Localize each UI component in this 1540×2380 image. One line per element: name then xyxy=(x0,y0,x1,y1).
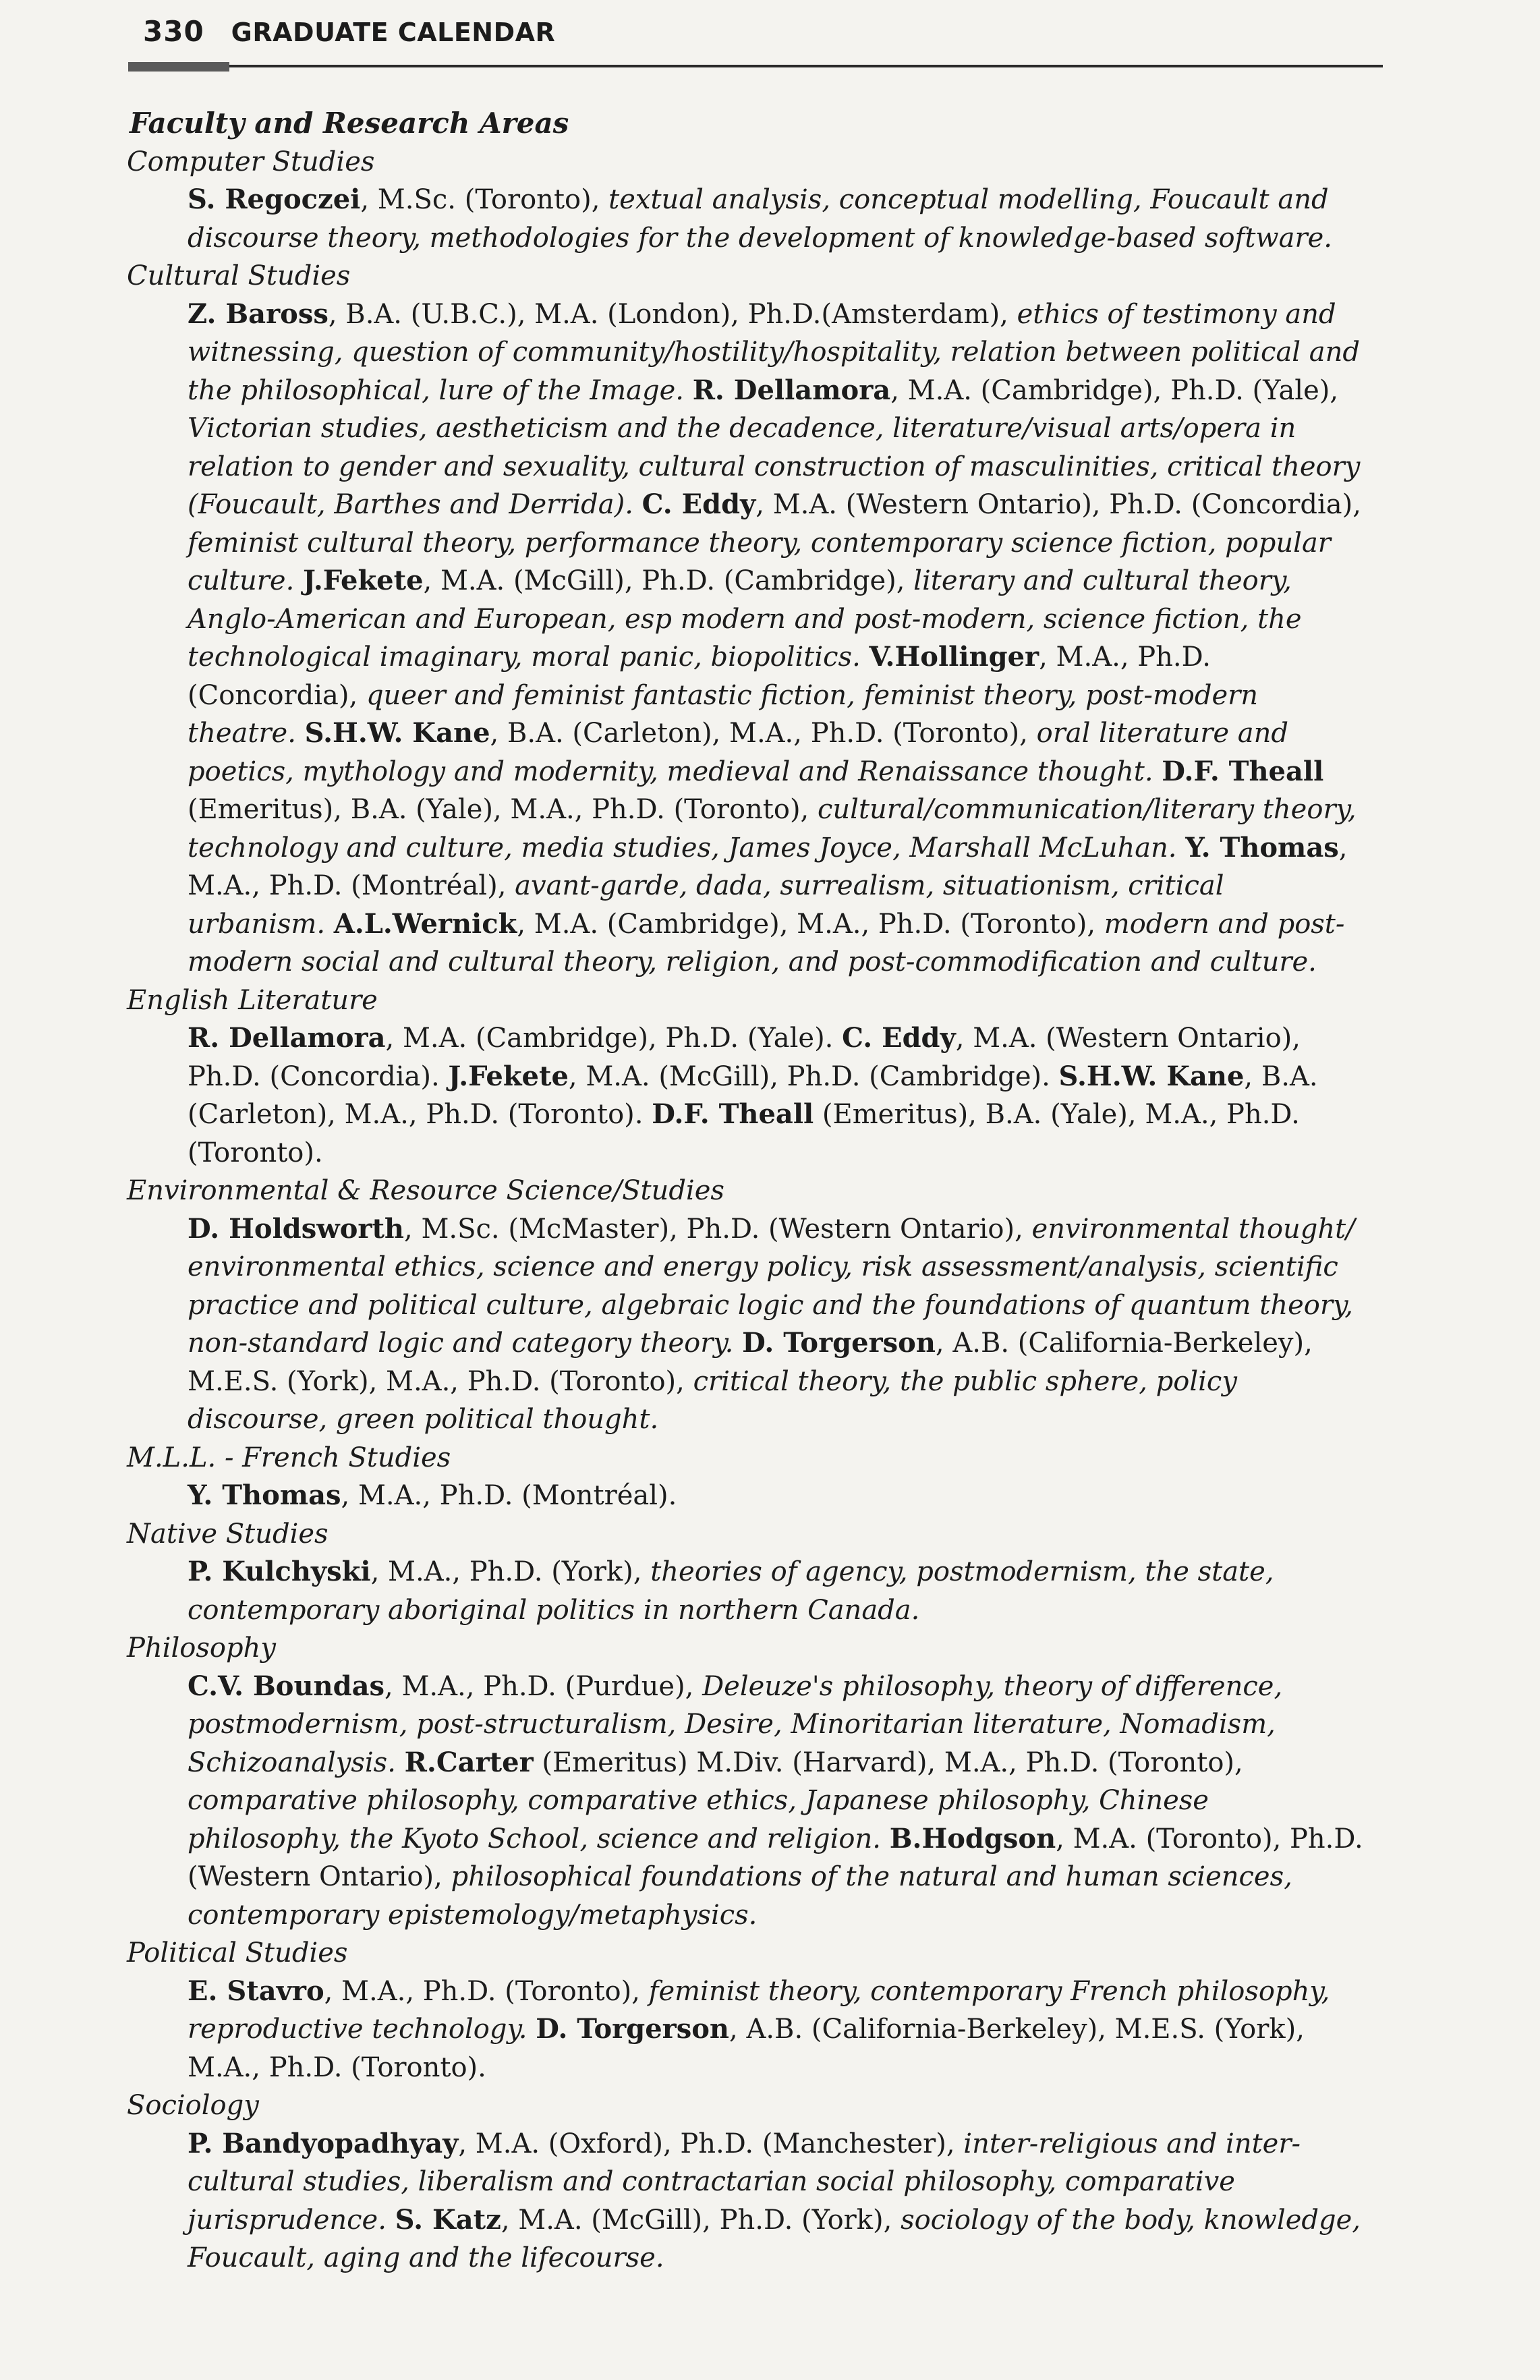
research-area xyxy=(127,1629,1368,1934)
faculty-credentials: , M.A., Ph.D. (York), xyxy=(370,1556,651,1587)
faculty-name: R.Carter xyxy=(404,1746,534,1778)
faculty-name: D.F. Theall xyxy=(652,1098,814,1130)
faculty-name: D. Torgerson xyxy=(742,1327,936,1359)
faculty-name: A.L.Wernick xyxy=(333,907,517,940)
research-area xyxy=(127,1439,1368,1515)
research-area xyxy=(127,1515,1368,1630)
area-faculty-list xyxy=(188,2125,1368,2277)
research-interests: Deleuze's philosophy, theory of difference, postmodernism, post-structuralism, Desire, Minoritarian literature, Nomadism, Schizoanalysis. xyxy=(188,1670,1283,1778)
faculty-credentials: , M.A., Ph.D. (Purdue), xyxy=(384,1670,703,1702)
faculty-name: S. Regoczei xyxy=(188,183,361,215)
faculty-name: E. Stavro xyxy=(188,1975,324,2007)
area-name: Philosophy xyxy=(127,1633,276,1664)
faculty-credentials: , M.A. (Western Ontario), Ph.D. (Concordia). xyxy=(188,1023,1301,1092)
faculty-credentials: , M.A. (McGill), Ph.D. (York), xyxy=(501,2204,901,2236)
research-interests: modern and post-modern social and cultural theory, religion, and post-commodification and culture. xyxy=(188,908,1345,978)
faculty-entry xyxy=(188,1023,842,1054)
main-content xyxy=(127,105,1368,2277)
research-area xyxy=(127,143,1368,258)
area-faculty-list xyxy=(188,1553,1368,1629)
faculty-name: B.Hodgson xyxy=(889,1822,1056,1854)
research-interests: inter-religious and inter-cultural studies, liberalism and contractarian social philosophy, comparative jurisprudence. xyxy=(188,2128,1301,2236)
research-area xyxy=(127,982,1368,1172)
faculty-credentials: , B.A. (Carleton), M.A., Ph.D. (Toronto), xyxy=(490,718,1037,749)
faculty-credentials: , B.A. (Carleton), M.A., Ph.D. (Toronto). xyxy=(188,1060,1318,1130)
running-header xyxy=(143,15,555,48)
research-interests: sociology of the body, knowledge, Foucault, aging and the lifecourse. xyxy=(188,2204,1361,2273)
faculty-credentials: , B.A. (U.B.C.), M.A. (London), Ph.D.(Amsterdam), xyxy=(328,298,1017,330)
running-title: GRADUATE CALENDAR xyxy=(231,18,556,47)
faculty-name: Y. Thomas xyxy=(1185,831,1339,863)
faculty-credentials: , M.Sc. (Toronto), xyxy=(360,184,609,215)
faculty-name: R. Dellamora xyxy=(188,1022,386,1054)
research-interests: cultural/communication/literary theory, technology and culture, media studies, James Joyce, Marshall McLuhan. xyxy=(188,794,1357,863)
faculty-name: D. Holdsworth xyxy=(188,1212,405,1245)
faculty-name: P. Kulchyski xyxy=(188,1556,371,1587)
area-name: Political Studies xyxy=(127,1937,348,1968)
faculty-name: S. Katz xyxy=(395,2203,501,2236)
faculty-name: R. Dellamora xyxy=(692,374,891,406)
faculty-credentials: , M.A. (Western Ontario), Ph.D. (Concordia), xyxy=(755,489,1361,520)
faculty-credentials: , M.A. (Oxford), Ph.D. (Manchester), xyxy=(458,2128,964,2159)
faculty-credentials: , M.A. (McGill), Ph.D. (Cambridge), xyxy=(423,565,914,596)
area-faculty-list xyxy=(188,181,1368,257)
area-faculty-list xyxy=(188,1668,1368,1935)
research-area xyxy=(127,2087,1368,2277)
faculty-name: Y. Thomas xyxy=(188,1479,341,1511)
faculty-entry xyxy=(188,1480,677,1511)
research-interests: avant-garde, dada, surrealism, situationism, critical urbanism. xyxy=(188,870,1224,940)
faculty-name: D.F. Theall xyxy=(1162,755,1324,787)
area-faculty-list xyxy=(188,1210,1368,1439)
research-interests: queer and feminist fantastic fiction, feminist theory, post-modern theatre. xyxy=(188,679,1259,749)
faculty-entry xyxy=(448,1061,1058,1092)
faculty-entry xyxy=(188,909,1344,978)
research-interests: literary and cultural theory, Anglo-American and European, esp modern and post-modern, science fiction, the technological imaginary, moral panic, biopolitics. xyxy=(188,565,1302,673)
faculty-credentials: (Emeritus), B.A. (Yale), M.A., Ph.D. (Toronto), xyxy=(188,794,818,825)
faculty-name: C. Eddy xyxy=(842,1022,956,1054)
faculty-entry xyxy=(188,1556,1274,1626)
area-name: Cultural Studies xyxy=(127,260,351,291)
faculty-credentials: , M.A. (Cambridge), Ph.D. (Yale), xyxy=(890,374,1339,406)
faculty-credentials: (Emeritus) M.Div. (Harvard), M.A., Ph.D. (Toronto), xyxy=(533,1747,1243,1778)
area-name: Computer Studies xyxy=(127,146,375,177)
faculty-credentials: , M.A. (Cambridge), Ph.D. (Yale). xyxy=(385,1023,843,1054)
faculty-credentials: , M.Sc. (McMaster), Ph.D. (Western Ontario), xyxy=(404,1213,1032,1245)
faculty-name: V.Hollinger xyxy=(869,641,1039,673)
research-interests: theories of agency, postmodernism, the state, contemporary aboriginal politics in northern Canada. xyxy=(188,1556,1274,1626)
header-rule-accent xyxy=(128,62,229,72)
page-number: 330 xyxy=(143,15,204,48)
research-areas-list xyxy=(127,143,1368,2277)
section-heading: Faculty and Research Areas xyxy=(130,107,569,140)
research-interests: feminist theory, contemporary French philosophy, reproductive technology. xyxy=(188,1975,1330,2045)
faculty-name: J.Fekete xyxy=(448,1060,569,1092)
research-interests: philosophical foundations of the natural and human sciences, contemporary epistemology/metaphysics. xyxy=(188,1861,1292,1931)
area-faculty-list xyxy=(188,1973,1368,2087)
faculty-entry xyxy=(188,184,1332,254)
faculty-credentials: , M.A. (Toronto), Ph.D. (Western Ontario), xyxy=(188,1823,1363,1892)
faculty-name: J.Fekete xyxy=(303,565,424,596)
research-area xyxy=(127,1172,1368,1439)
faculty-name: Z. Baross xyxy=(188,298,329,330)
area-faculty-list xyxy=(188,1477,1368,1515)
faculty-name: D. Torgerson xyxy=(536,2013,730,2045)
area-faculty-list xyxy=(188,1019,1368,1172)
faculty-credentials: , M.A., Ph.D. (Toronto), xyxy=(324,1975,649,2007)
research-interests: critical theory, the public sphere, policy discourse, green political thought. xyxy=(188,1365,1237,1435)
faculty-name: C. Eddy xyxy=(641,488,756,520)
research-interests: feminist cultural theory, performance theory, contemporary science fiction, popular culture. xyxy=(188,527,1331,596)
faculty-name: C.V. Boundas xyxy=(188,1670,385,1702)
faculty-credentials: , M.A. (McGill), Ph.D. (Cambridge). xyxy=(568,1060,1059,1092)
research-interests: Victorian studies, aestheticism and the decadence, literature/visual arts/opera in relation to gender and sexuality, cultural construction of masculinities, critical theory (Foucault, Barthes and Derrida). xyxy=(188,413,1361,520)
research-interests: textual analysis, conceptual modelling, Foucault and discourse theory, methodologies for the development of knowledge-based software. xyxy=(188,184,1332,254)
faculty-credentials: , M.A., Ph.D. (Concordia), xyxy=(188,642,1211,711)
area-name: English Literature xyxy=(127,984,378,1016)
area-faculty-list xyxy=(188,295,1368,982)
research-interests: oral literature and poetics, mythology and modernity, medieval and Renaissance thought. xyxy=(188,718,1288,787)
header-rule xyxy=(128,65,1383,67)
faculty-entry xyxy=(188,718,1288,787)
research-area xyxy=(127,257,1368,982)
research-interests: comparative philosophy, comparative ethics, Japanese philosophy, Chinese philosophy, the Kyoto School, science and religion. xyxy=(188,1785,1209,1854)
faculty-name: P. Bandyopadhyay xyxy=(188,2127,459,2159)
faculty-credentials: , A.B. (California-Berkeley), M.E.S. (York), M.A., Ph.D. (Toronto), xyxy=(188,1328,1313,1397)
area-name: Sociology xyxy=(127,2090,259,2121)
faculty-credentials: , M.A., Ph.D. (Montréal), xyxy=(188,832,1348,901)
research-interests: ethics of testimony and witnessing, question of community/hostility/hospitality, relation between political and the philosophical, lure of the Image. xyxy=(188,298,1361,406)
faculty-name: S.H.W. Kane xyxy=(304,717,490,749)
area-name: Native Studies xyxy=(127,1518,329,1550)
faculty-name: S.H.W. Kane xyxy=(1058,1060,1245,1092)
research-interests: environmental thought/ environmental ethics, science and energy policy, risk assessment/analysis, scientific practice and political culture, algebraic logic and the foundations of quantum theory, non-standard logic and category theory. xyxy=(188,1213,1355,1359)
faculty-credentials: , M.A., Ph.D. (Montréal). xyxy=(341,1480,677,1511)
research-area xyxy=(127,1934,1368,2087)
faculty-credentials: , A.B. (California-Berkeley), M.E.S. (York), M.A., Ph.D. (Toronto). xyxy=(188,2014,1305,2083)
area-name: Environmental & Resource Science/Studies xyxy=(127,1175,724,1206)
faculty-credentials: , M.A. (Cambridge), M.A., Ph.D. (Toronto), xyxy=(517,908,1104,940)
area-name: M.L.L. - French Studies xyxy=(127,1442,451,1473)
faculty-credentials: (Emeritus), B.A. (Yale), M.A., Ph.D. (Toronto). xyxy=(188,1099,1300,1168)
